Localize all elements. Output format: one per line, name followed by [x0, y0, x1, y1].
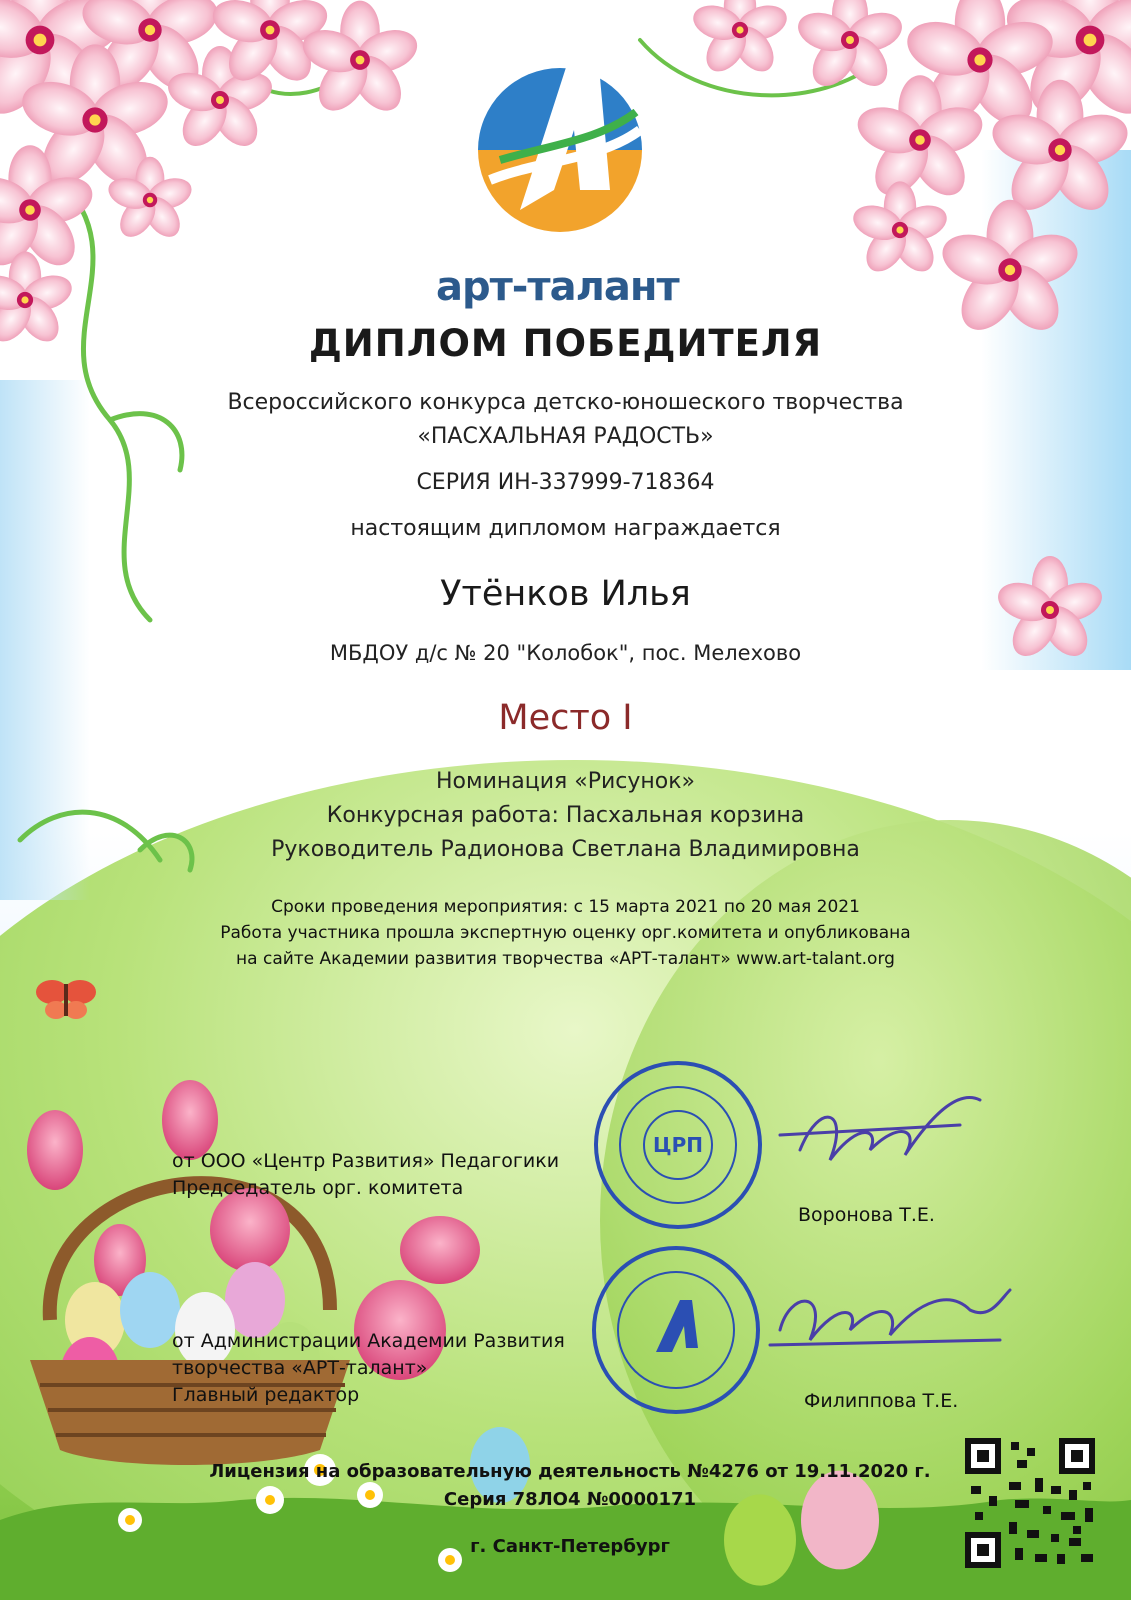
blossom-cluster-left: [0, 0, 423, 349]
signature-block-2: [172, 1328, 565, 1409]
terms-line-3: на сайте Академии развития творчества «АРТ-талант» www.art-talant.org: [236, 949, 895, 969]
city: г. Санкт-Петербург: [470, 1536, 670, 1557]
contest-work: Конкурсная работа: Пасхальная корзина: [326, 803, 805, 828]
sig2-line-3: Главный редактор: [172, 1384, 360, 1406]
contest-line-2: «ПАСХАЛЬНАЯ РАДОСТЬ»: [417, 424, 714, 449]
place-award: Место I: [498, 698, 633, 738]
easter-basket-icon: [27, 1080, 530, 1503]
nomination-block: [0, 765, 1131, 867]
terms-line-1: Сроки проведения мероприятия: с 15 марта 2021 по 20 мая 2021: [271, 897, 860, 917]
terms-block: [0, 894, 1131, 972]
sig1-line-1: от ООО «Центр Развития» Педагогики: [172, 1150, 560, 1172]
recipient-name: Утёнков Илья: [440, 574, 691, 614]
signer-name-2: Филиппова Т.Е.: [804, 1390, 959, 1412]
sig1-line-2: Председатель орг. комитета: [172, 1177, 464, 1199]
art-talant-logo-icon: [478, 55, 642, 232]
signature-voronova: [780, 1097, 980, 1160]
sig2-line-1: от Администрации Академии Развития: [172, 1330, 565, 1352]
nomination: Номинация «Рисунок»: [436, 769, 695, 794]
license-line-1: Лицензия на образовательную деятельность №4276 от 19.11.2020 г.: [209, 1461, 931, 1482]
signature-block-1: [172, 1148, 559, 1202]
signature-filippova: [770, 1290, 1010, 1345]
organization: МБДОУ д/с № 20 "Колобок", пос. Мелехово: [329, 641, 802, 665]
awarded-text: настоящим дипломом награждается: [350, 516, 781, 541]
terms-line-2: Работа участника прошла экспертную оценку орг.комитета и опубликована: [220, 923, 911, 943]
butterfly-icon: [36, 980, 96, 1019]
stamp-label: ЦРП: [653, 1133, 703, 1157]
diploma-title: ДИПЛОМ ПОБЕДИТЕЛЯ: [308, 322, 823, 365]
license-line-2: Серия 78ЛО4 №0000171: [443, 1489, 697, 1510]
contest-description: [0, 386, 1131, 454]
stamp-academy-icon: [594, 1248, 758, 1412]
series-number: СЕРИЯ ИН-337999-718364: [416, 470, 715, 495]
supervisor: Руководитель Радионова Светлана Владимировна: [271, 837, 860, 862]
signer-name-1: Воронова Т.Е.: [798, 1204, 935, 1226]
sig2-line-2: творчества «АРТ-талант»: [172, 1357, 428, 1379]
license-block: [190, 1458, 950, 1514]
contest-line-1: Всероссийского конкурса детско-юношеского творчества: [227, 390, 904, 415]
logo-text: арт-талант: [436, 264, 679, 310]
